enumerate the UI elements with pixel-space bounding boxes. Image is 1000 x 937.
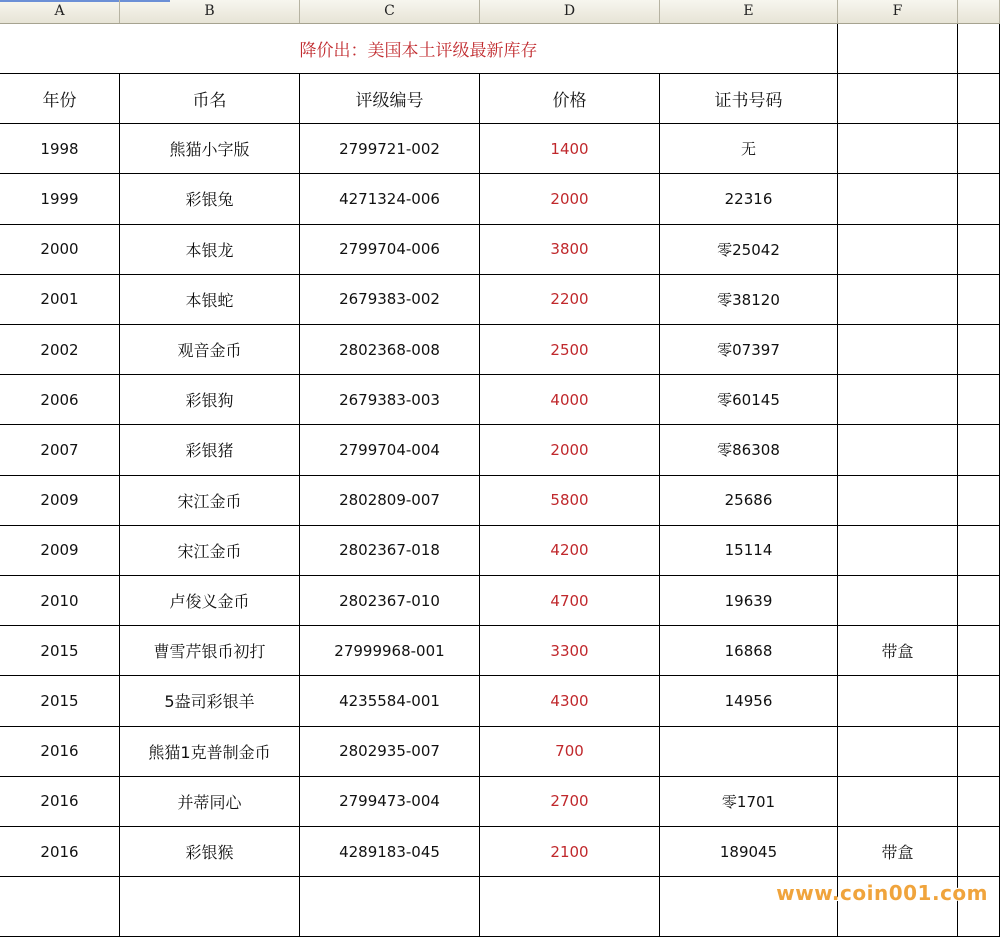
empty-cell[interactable] <box>120 877 300 937</box>
table-cell-extra[interactable] <box>958 626 1000 676</box>
table-cell[interactable]: 2679383-002 <box>300 275 480 325</box>
table-cell[interactable]: 22316 <box>660 174 838 224</box>
table-cell[interactable]: 2802367-018 <box>300 526 480 576</box>
table-cell[interactable]: 本银蛇 <box>120 275 300 325</box>
title-cell[interactable]: 降价出：美国本土评级最新库存 <box>0 24 838 74</box>
table-cell[interactable]: 2200 <box>480 275 660 325</box>
table-cell[interactable] <box>838 727 958 777</box>
table-cell-extra[interactable] <box>958 727 1000 777</box>
table-cell[interactable]: 4271324-006 <box>300 174 480 224</box>
table-cell[interactable]: 零38120 <box>660 275 838 325</box>
table-cell[interactable] <box>838 174 958 224</box>
table-cell[interactable]: 2799721-002 <box>300 124 480 174</box>
table-cell[interactable]: 卢俊义金币 <box>120 576 300 626</box>
table-cell[interactable]: 2799704-004 <box>300 425 480 475</box>
table-cell[interactable]: 2802935-007 <box>300 727 480 777</box>
empty-cell[interactable] <box>0 877 120 937</box>
table-cell[interactable]: 4300 <box>480 676 660 726</box>
table-cell[interactable]: 宋江金币 <box>120 526 300 576</box>
table-cell[interactable]: 无 <box>660 124 838 174</box>
empty-cell[interactable] <box>480 877 660 937</box>
table-cell[interactable]: 2700 <box>480 777 660 827</box>
table-cell[interactable] <box>838 425 958 475</box>
table-cell[interactable]: 2002 <box>0 325 120 375</box>
table-cell[interactable]: 2006 <box>0 375 120 425</box>
cell-f-title[interactable] <box>838 24 958 74</box>
table-cell-extra[interactable] <box>958 124 1000 174</box>
table-cell[interactable]: 2802809-007 <box>300 476 480 526</box>
table-cell[interactable]: 曹雪芹银币初打 <box>120 626 300 676</box>
column-header-e[interactable]: E <box>660 0 838 23</box>
table-cell[interactable]: 2000 <box>480 425 660 475</box>
table-header-4[interactable]: 证书号码 <box>660 74 838 124</box>
table-cell[interactable]: 零25042 <box>660 225 838 275</box>
table-cell[interactable]: 16868 <box>660 626 838 676</box>
table-cell[interactable] <box>838 526 958 576</box>
table-header-0[interactable]: 年份 <box>0 74 120 124</box>
watermark: www.coin001.com <box>776 881 988 905</box>
table-cell[interactable] <box>838 375 958 425</box>
table-cell[interactable] <box>838 676 958 726</box>
column-header-f[interactable]: F <box>838 0 958 23</box>
table-cell-extra[interactable] <box>958 225 1000 275</box>
column-header-c[interactable]: C <box>300 0 480 23</box>
table-cell[interactable]: 15114 <box>660 526 838 576</box>
table-cell-extra[interactable] <box>958 275 1000 325</box>
table-cell[interactable]: 2015 <box>0 676 120 726</box>
table-cell-extra[interactable] <box>958 827 1000 877</box>
table-cell[interactable]: 本银龙 <box>120 225 300 275</box>
table-cell[interactable]: 4700 <box>480 576 660 626</box>
table-cell-extra[interactable] <box>958 576 1000 626</box>
table-cell[interactable]: 2100 <box>480 827 660 877</box>
table-cell[interactable]: 零07397 <box>660 325 838 375</box>
table-header-2[interactable]: 评级编号 <box>300 74 480 124</box>
table-cell[interactable]: 2802367-010 <box>300 576 480 626</box>
table-cell[interactable]: 2016 <box>0 727 120 777</box>
table-cell[interactable]: 带盒 <box>838 827 958 877</box>
table-cell[interactable] <box>660 727 838 777</box>
table-cell[interactable] <box>838 275 958 325</box>
table-cell[interactable]: 零86308 <box>660 425 838 475</box>
table-cell-extra[interactable] <box>958 325 1000 375</box>
table-cell[interactable]: 熊猫小字版 <box>120 124 300 174</box>
table-cell[interactable]: 189045 <box>660 827 838 877</box>
column-header-bar <box>0 0 1000 24</box>
table-cell-extra[interactable] <box>958 425 1000 475</box>
table-cell[interactable]: 14956 <box>660 676 838 726</box>
table-cell[interactable]: 2009 <box>0 476 120 526</box>
table-cell[interactable]: 2000 <box>0 225 120 275</box>
table-cell[interactable]: 观音金币 <box>120 325 300 375</box>
table-cell[interactable]: 4000 <box>480 375 660 425</box>
table-cell[interactable]: 1999 <box>0 174 120 224</box>
table-cell[interactable]: 1400 <box>480 124 660 174</box>
table-cell[interactable] <box>838 124 958 174</box>
table-cell[interactable]: 5盎司彩银羊 <box>120 676 300 726</box>
table-cell[interactable]: 宋江金币 <box>120 476 300 526</box>
table-cell[interactable]: 并蒂同心 <box>120 777 300 827</box>
table-cell[interactable]: 带盒 <box>838 626 958 676</box>
table-cell[interactable]: 3800 <box>480 225 660 275</box>
table-cell[interactable]: 5800 <box>480 476 660 526</box>
table-cell[interactable]: 4235584-001 <box>300 676 480 726</box>
table-header-1[interactable]: 币名 <box>120 74 300 124</box>
column-header-extra[interactable] <box>958 0 1000 23</box>
table-cell[interactable]: 彩银兔 <box>120 174 300 224</box>
table-cell[interactable]: 2500 <box>480 325 660 375</box>
table-cell[interactable] <box>838 576 958 626</box>
table-cell[interactable]: 4289183-045 <box>300 827 480 877</box>
table-cell[interactable]: 2802368-008 <box>300 325 480 375</box>
table-cell-extra[interactable] <box>958 476 1000 526</box>
table-cell[interactable]: 3300 <box>480 626 660 676</box>
table-cell[interactable]: 2799704-006 <box>300 225 480 275</box>
table-cell[interactable]: 零1701 <box>660 777 838 827</box>
column-header-d[interactable]: D <box>480 0 660 23</box>
table-cell[interactable]: 彩银猴 <box>120 827 300 877</box>
table-cell[interactable]: 4200 <box>480 526 660 576</box>
table-cell[interactable] <box>838 225 958 275</box>
table-cell[interactable] <box>838 777 958 827</box>
table-cell-extra[interactable] <box>958 174 1000 224</box>
empty-cell[interactable] <box>300 877 480 937</box>
table-header-5[interactable] <box>838 74 958 124</box>
table-cell[interactable]: 1998 <box>0 124 120 174</box>
table-cell[interactable]: 700 <box>480 727 660 777</box>
table-cell-extra[interactable] <box>958 526 1000 576</box>
table-cell-extra[interactable] <box>958 375 1000 425</box>
table-cell[interactable]: 27999968-001 <box>300 626 480 676</box>
table-cell-extra[interactable] <box>958 676 1000 726</box>
table-cell-extra[interactable] <box>958 777 1000 827</box>
table-cell[interactable]: 2016 <box>0 827 120 877</box>
column-header-b[interactable]: B <box>120 0 300 23</box>
table-cell[interactable] <box>838 476 958 526</box>
table-cell[interactable]: 2679383-003 <box>300 375 480 425</box>
table-cell[interactable]: 彩银猪 <box>120 425 300 475</box>
table-cell[interactable]: 2015 <box>0 626 120 676</box>
table-header-extra[interactable] <box>958 74 1000 124</box>
table-cell[interactable]: 2000 <box>480 174 660 224</box>
table-cell[interactable]: 零60145 <box>660 375 838 425</box>
column-header-a[interactable]: A <box>0 0 120 23</box>
table-cell[interactable]: 2010 <box>0 576 120 626</box>
table-cell[interactable]: 2009 <box>0 526 120 576</box>
cell-extra-title[interactable] <box>958 24 1000 74</box>
table-cell[interactable]: 25686 <box>660 476 838 526</box>
table-cell[interactable] <box>838 325 958 375</box>
table-header-3[interactable]: 价格 <box>480 74 660 124</box>
table-cell[interactable]: 2799473-004 <box>300 777 480 827</box>
table-cell[interactable]: 熊猫1克普制金币 <box>120 727 300 777</box>
table-cell[interactable]: 2007 <box>0 425 120 475</box>
table-cell[interactable]: 彩银狗 <box>120 375 300 425</box>
table-cell[interactable]: 19639 <box>660 576 838 626</box>
table-cell[interactable]: 2001 <box>0 275 120 325</box>
table-cell[interactable]: 2016 <box>0 777 120 827</box>
